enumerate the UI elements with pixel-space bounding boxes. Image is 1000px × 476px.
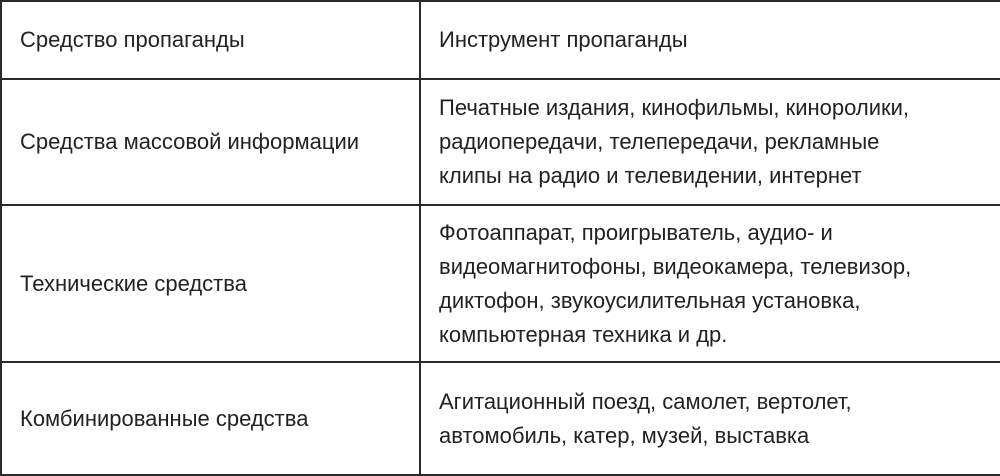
table-row: [1, 205, 1000, 362]
table-row: [1, 79, 1000, 205]
cell-means: Средства массовой информации: [1, 79, 420, 205]
cell-instrument: Фотоаппарат, проигрыватель, аудио- и видеомагнитофоны, видеокамера, телевизор, диктофон, звукоусилительная установка, компьютерная техника и др.: [420, 205, 1000, 362]
cell-instrument: Агитационный поезд, самолет, вертолет, автомобиль, катер, музей, выставка: [420, 362, 1000, 475]
header-means: Средство пропаганды: [1, 1, 420, 79]
table-row: [1, 362, 1000, 475]
table-header-row: [1, 1, 1000, 79]
cell-means: Технические средства: [1, 205, 420, 362]
cell-means: Комбинированные средства: [1, 362, 420, 475]
header-instrument: Инструмент пропаганды: [420, 1, 1000, 79]
cell-instrument: Печатные издания, кинофильмы, киноролики, радиопередачи, телепередачи, рекламные клипы на радио и телевидении, интернет: [420, 79, 1000, 205]
